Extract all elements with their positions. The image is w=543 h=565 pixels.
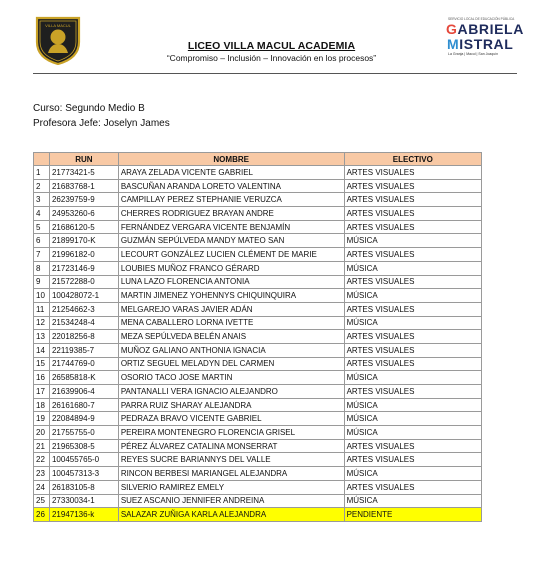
cell-electivo: MÚSICA [344, 494, 481, 508]
table-row [34, 261, 482, 275]
table-row [34, 302, 482, 316]
gabriela-mistral-logo [444, 17, 524, 57]
table-row [34, 166, 482, 180]
head-teacher-label: Profesora Jefe: Joselyn James [33, 118, 170, 129]
cell-run: 22119385-7 [49, 343, 118, 357]
cell-run: 21534248-4 [49, 316, 118, 330]
cell-number: 22 [34, 453, 50, 467]
table-row [34, 289, 482, 303]
cell-number: 19 [34, 412, 50, 426]
cell-number: 12 [34, 316, 50, 330]
cell-run: 100455765-0 [49, 453, 118, 467]
cell-nombre: CHERRES RODRIGUEZ BRAYAN ANDRE [118, 207, 344, 221]
table-body [34, 166, 482, 522]
cell-run: 21899170-K [49, 234, 118, 248]
cell-run: 21683768-1 [49, 179, 118, 193]
cell-run: 21773421-5 [49, 166, 118, 180]
cell-electivo: ARTES VISUALES [344, 439, 481, 453]
cell-run: 21947136-k [49, 508, 118, 522]
cell-electivo: ARTES VISUALES [344, 193, 481, 207]
cell-nombre: RINCON BERBESI MARIANGEL ALEJANDRA [118, 467, 344, 481]
school-motto: “Compromiso – Inclusión – Innovación en los procesos” [166, 53, 377, 63]
table-row [34, 193, 482, 207]
cell-number: 16 [34, 371, 50, 385]
cell-electivo: MÚSICA [344, 261, 481, 275]
cell-nombre: CAMPILLAY PEREZ STEPHANIE VERUZCA [118, 193, 344, 207]
cell-electivo: ARTES VISUALES [344, 357, 481, 371]
cell-run: 21755755-0 [49, 426, 118, 440]
cell-nombre: REYES SUCRE BARIANNYS DEL VALLE [118, 453, 344, 467]
cell-electivo: MÚSICA [344, 289, 481, 303]
cell-nombre: MARTIN JIMENEZ YOHENNYS CHIQUINQUIRA [118, 289, 344, 303]
cell-nombre: SALAZAR ZUÑIGA KARLA ALEJANDRA [118, 508, 344, 522]
cell-run: 26585818-K [49, 371, 118, 385]
cell-number: 21 [34, 439, 50, 453]
cell-run: 26161680-7 [49, 398, 118, 412]
cell-number: 14 [34, 343, 50, 357]
table-row [34, 371, 482, 385]
cell-electivo: ARTES VISUALES [344, 166, 481, 180]
cell-run: 21965308-5 [49, 439, 118, 453]
table-row [34, 275, 482, 289]
table-row [34, 248, 482, 262]
cell-run: 26183105-8 [49, 480, 118, 494]
cell-number: 9 [34, 275, 50, 289]
cell-electivo: ARTES VISUALES [344, 385, 481, 399]
cell-electivo: MÚSICA [344, 371, 481, 385]
cell-number: 5 [34, 220, 50, 234]
table-row [34, 385, 482, 399]
cell-electivo: ARTES VISUALES [344, 343, 481, 357]
cell-number: 17 [34, 385, 50, 399]
cell-nombre: LUNA LAZO FLORENCIA ANTONIA [118, 275, 344, 289]
cell-number: 1 [34, 166, 50, 180]
cell-run: 100428072-1 [49, 289, 118, 303]
table-row [34, 398, 482, 412]
cell-nombre: LOUBIES MUÑOZ FRANCO GÉRARD [118, 261, 344, 275]
cell-number: 3 [34, 193, 50, 207]
cell-electivo: ARTES VISUALES [344, 207, 481, 221]
cell-electivo: MÚSICA [344, 426, 481, 440]
cell-run: 21744769-0 [49, 357, 118, 371]
table-row [34, 494, 482, 508]
table-row [34, 480, 482, 494]
brand-line-mistral: MISTRAL [447, 36, 514, 52]
cell-run: 21254662-3 [49, 302, 118, 316]
cell-number: 6 [34, 234, 50, 248]
course-label: Curso: Segundo Medio B [33, 103, 145, 114]
cell-number: 7 [34, 248, 50, 262]
header-electivo: ELECTIVO [344, 153, 481, 166]
cell-nombre: PANTANALLI VERA IGNACIO ALEJANDRO [118, 385, 344, 399]
cell-electivo: ARTES VISUALES [344, 179, 481, 193]
cell-nombre: OSORIO TACO JOSE MARTIN [118, 371, 344, 385]
cell-nombre: BASCUÑAN ARANDA LORETO VALENTINA [118, 179, 344, 193]
cell-number: 13 [34, 330, 50, 344]
cell-run: 24953260-6 [49, 207, 118, 221]
cell-electivo: PENDIENTE [344, 508, 481, 522]
cell-run: 27330034-1 [49, 494, 118, 508]
cell-number: 2 [34, 179, 50, 193]
table-row [34, 467, 482, 481]
table-row [34, 508, 482, 522]
cell-electivo: MÚSICA [344, 398, 481, 412]
cell-run: 21723146-9 [49, 261, 118, 275]
student-roster-table [33, 152, 482, 522]
cell-nombre: PEDRAZA BRAVO VICENTE GABRIEL [118, 412, 344, 426]
cell-nombre: SILVERIO RAMIREZ EMELY [118, 480, 344, 494]
cell-nombre: PÉREZ ÁLVAREZ CATALINA MONSERRAT [118, 439, 344, 453]
cell-run: 26239759-9 [49, 193, 118, 207]
cell-electivo: MÚSICA [344, 234, 481, 248]
table-row [34, 426, 482, 440]
cell-electivo: MÚSICA [344, 412, 481, 426]
table-row [34, 316, 482, 330]
cell-number: 24 [34, 480, 50, 494]
header-nombre: NOMBRE [118, 153, 344, 166]
cell-electivo: ARTES VISUALES [344, 220, 481, 234]
table-row [34, 439, 482, 453]
cell-nombre: PEREIRA MONTENEGRO FLORENCIA GRISEL [118, 426, 344, 440]
cell-nombre: PARRA RUIZ SHARAY ALEJANDRA [118, 398, 344, 412]
cell-nombre: LECOURT GONZÁLEZ LUCIEN CLÉMENT DE MARIE [118, 248, 344, 262]
cell-run: 21686120-5 [49, 220, 118, 234]
brand-communes-text: La Granja | Macul | San Joaquín [448, 52, 499, 56]
brand-line-gabriela: GABRIELA [446, 21, 524, 37]
table-row [34, 453, 482, 467]
cell-nombre: MELGAREJO VARAS JAVIER ADÁN [118, 302, 344, 316]
cell-run: 22084894-9 [49, 412, 118, 426]
cell-electivo: ARTES VISUALES [344, 275, 481, 289]
cell-nombre: MUÑOZ GALIANO ANTHONIA IGNACIA [118, 343, 344, 357]
cell-number: 4 [34, 207, 50, 221]
cell-number: 25 [34, 494, 50, 508]
table-row [34, 412, 482, 426]
table-header-row [34, 153, 482, 166]
cell-number: 18 [34, 398, 50, 412]
cell-number: 23 [34, 467, 50, 481]
school-name: LICEO VILLA MACUL ACADEMIA [187, 40, 356, 52]
cell-nombre: FERNÁNDEZ VERGARA VICENTE BENJAMÍN [118, 220, 344, 234]
cell-run: 21996182-0 [49, 248, 118, 262]
cell-number: 20 [34, 426, 50, 440]
table-row [34, 220, 482, 234]
svg-text:VILLA MACUL: VILLA MACUL [45, 23, 71, 28]
table-row [34, 343, 482, 357]
cell-run: 21639906-4 [49, 385, 118, 399]
cell-electivo: ARTES VISUALES [344, 248, 481, 262]
cell-nombre: ARAYA ZELADA VICENTE GABRIEL [118, 166, 344, 180]
table-row [34, 179, 482, 193]
cell-number: 11 [34, 302, 50, 316]
cell-electivo: ARTES VISUALES [344, 302, 481, 316]
header-run: RUN [49, 153, 118, 166]
cell-nombre: GUZMÁN SEPÚLVEDA MANDY MATEO SAN [118, 234, 344, 248]
header-number [34, 153, 50, 166]
brand-service-text: SERVICIO LOCAL DE EDUCACIÓN PÚBLICA [448, 17, 515, 21]
cell-nombre: ORTIZ SEGUEL MELADYN DEL CARMEN [118, 357, 344, 371]
cell-number: 10 [34, 289, 50, 303]
cell-nombre: SUEZ ASCANIO JENNIFER ANDREINA [118, 494, 344, 508]
cell-electivo: MÚSICA [344, 316, 481, 330]
cell-number: 26 [34, 508, 50, 522]
cell-electivo: MÚSICA [344, 467, 481, 481]
cell-nombre: MENA CABALLERO LORNA IVETTE [118, 316, 344, 330]
table-row [34, 207, 482, 221]
cell-number: 15 [34, 357, 50, 371]
cell-run: 100457313-3 [49, 467, 118, 481]
header-divider [33, 73, 517, 74]
cell-number: 8 [34, 261, 50, 275]
table-row [34, 330, 482, 344]
cell-electivo: ARTES VISUALES [344, 453, 481, 467]
cell-nombre: MEZA SEPÚLVEDA BELÉN ANAIS [118, 330, 344, 344]
table-row [34, 357, 482, 371]
cell-run: 22018256-8 [49, 330, 118, 344]
cell-run: 21572288-0 [49, 275, 118, 289]
cell-electivo: ARTES VISUALES [344, 330, 481, 344]
cell-electivo: ARTES VISUALES [344, 480, 481, 494]
table-row [34, 234, 482, 248]
